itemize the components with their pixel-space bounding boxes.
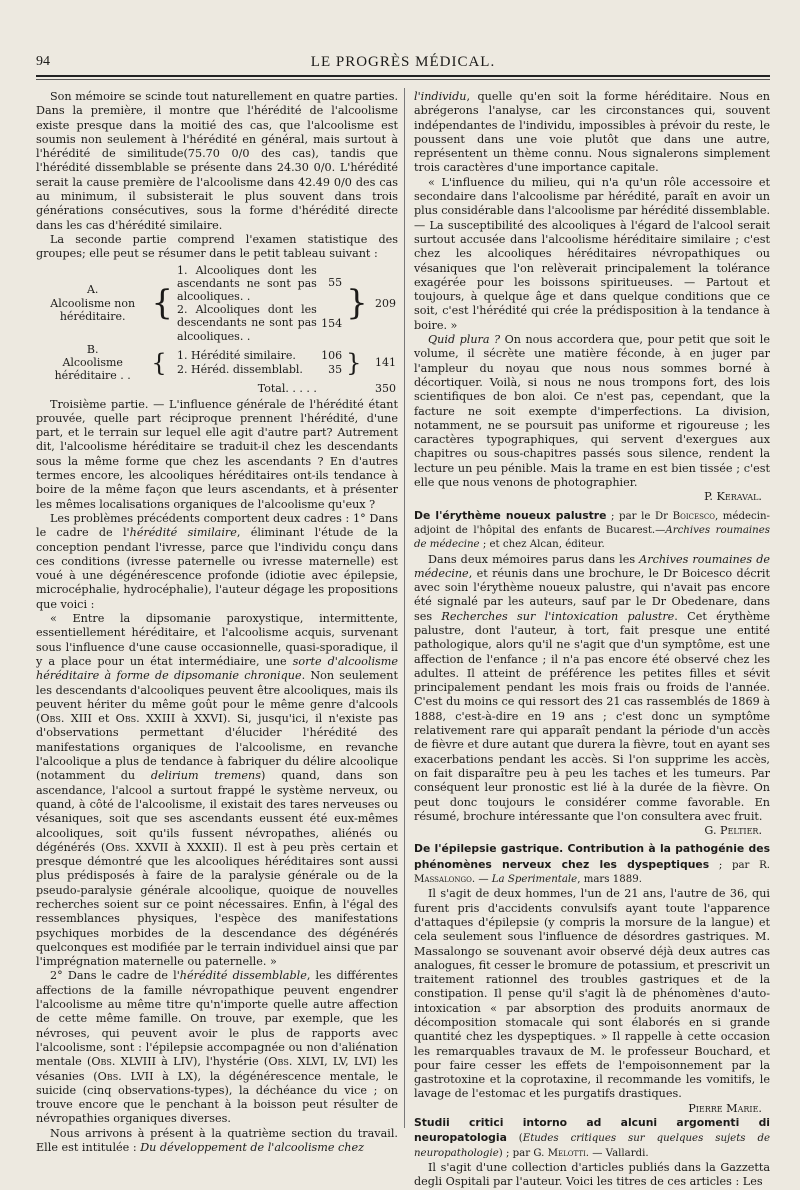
paragraph: Il s'agit d'une collection d'articles publiés dans la Gazzetta degli Ospitali par l'auteur. Voici les titres de ces articles : Les	[414, 1160, 770, 1189]
author-signature: P. Keraval.	[704, 490, 762, 504]
quotation: « L'influence du milieu, qui n'a qu'un rôle accessoire et secondaire dans l'alcoolisme par hérédité, paraît en avoir un plus considérable dans l'alcoolisme par hérédité dissemblable. — La susceptibilité des alcooliques à l'égard de l'alcool serait surtout accusée dans l'alcoolisme héréditaire similaire ; c'est chez les alcooliques héréditaires névropathiques ou vésaniques que l'on relèverait principalement la tolérance exagérée pour les boissons spiritueuses. — Partout et toujours, à quelque âge et dans quelque conditions que ce soit, c'est l'hérédité qui crée la prédisposition à la tendance à boire. »	[414, 175, 770, 332]
paragraph: Quid plura ? On nous accordera que, pour petit que soit le volume, il sécrète une matière féconde, à en juger par l'ampleur du noyau que nous nous sommes borné à décortiquer. Voilà, si nous ne nous trompons fort, des lois scientifiques de bon aloi. Ce n'est pas, cependant, que la facture ne soit exempte d'imperfections. La division, notamment, ne se poursuit pas uniforme et rigoureuse ; les caractères typographiques, qui servent d'exergues aux chapitres ou sous-chapitres passés sous silence, rendent la lecture un peu pénible. Mais la trame en est bien tissée ; c'est elle que nous venons de photographier.	[414, 333, 770, 490]
brace-icon: {	[151, 348, 167, 377]
paragraph: Dans deux mémoires parus dans les Archives roumaines de médecine, et réunis dans une brochure, le Dr Boicesco décrit avec soin l'érythème noueux palustre, qui n'avait pas encore été signalé par les auteurs, sauf par le Dr Obedenare, dans ses Recherches sur l'intoxication palustre. Cet érythème palustre, dont l'auteur, à tort, fait presque une entité pathologique, alors qu'il ne s'agit que d'un symptôme, est une affection de l'enfance ; il n'a pas encore été observé chez les adultes. Il atteint de préférence les petites filles et sévit principalement pendant les mois frais ou froids de l'année. C'est du moins ce qui ressort des 21 cas rassemblés de 1869 à 1888, c'est-à-dire en 19 ans ; c'est donc un symptôme relativement rare qui apparaît pendant la période d'un accès de fièvre et dure autant que durera la fièvre, tout en ayant ses exacerbations pendant les accès. Si l'on supprime les accès, on fait disparaître peu à peu les taches et les tumeurs. Par conséquent leur pronostic est lié à la durée de la fièvre. On peut donc toujours le considérer comme favorable. En résumé, brochure intéressante que l'on consultera avec fruit.	[414, 552, 770, 823]
group-a-items	[175, 264, 319, 343]
page-number: 94	[36, 54, 50, 69]
group-b-items	[175, 343, 319, 383]
statistics-table	[36, 264, 398, 396]
column-divider	[404, 88, 405, 1128]
paragraph: Son mémoire se scinde tout naturellement en quatre parties. Dans la première, il montre que l'hérédité de l'alcoolisme existe presque dans la moitié des cas, que l'alcoolisme est soumis non seulement à l'hérédité en général, mais surtout à l'hérédité de similitude(75.70 0/0 des cas), tandis que l'hérédité dissemblable se présente dans 24.30 0/0. L'hérédité serait la cause première de l'alcoolisme dans 42.49 0/0 des cas au minimum, il subsisterait le plus souvent dans trois générations consécutives, sous la forme d'hérédité directe dans les cas d'hérédité similaire.	[36, 90, 398, 232]
review-heading: Studii critici intorno ad alcuni argomenti di neuropatologia (Etudes critiques sur quelques sujets de neuropathologie) ; par G. Melotti. — Vallardi.	[414, 1116, 770, 1159]
group-a-total: 209	[375, 296, 396, 310]
row-label: 2. Alcooliques dont les descendants ne sont pas alcooliques. .	[177, 303, 317, 343]
brace-icon: }	[346, 348, 362, 377]
brace-icon: }	[346, 283, 368, 324]
author-signature: Pierre Marie.	[688, 1101, 762, 1115]
review-heading: De l'érythème noueux palustre ; par le Dr Boicesco, médecin-adjoint de l'hôpital des enfants de Bucarest.—Archives roumaines de médecine ; et chez Alcan, éditeur.	[414, 508, 770, 551]
header-rule-thin	[36, 79, 770, 80]
total-label: Total. . . . .	[257, 382, 317, 396]
row-label: 2. Héréd. dissemblabl.	[177, 362, 303, 376]
quotation: « Entre la dipsomanie paroxystique, intermittente, essentiellement héréditaire, et l'alcoolisme acquis, survenant sous l'influence d'une cause occasionnelle, quasi-sporadique, il y a place pour un état intermédiaire, une sorte d'alcoolisme héréditaire à forme de dipsomanie chronique. Non seulement les descendants d'alcooliques peuvent être alcooliques, mais ils peuvent hériter du même goût pour le même genre d'alcools (Obs. XIII et Obs. XXIII à XXVI). Si, jusqu'ici, il n'existe pas d'observations permettant d'élucider l'hérédité des manifestations organiques de l'alcoolisme, en revanche l'alcoolique a plus de tendance à fabriquer du délire alcoolique (notamment du delirium tremens) quand, dans son ascendance, l'alcool a surtout frappé le système nerveux, ou quand, à côté de l'alcoolisme, il existait des tares nerveuses ou vésaniques, soit que ses ascendants eussent été eux-mêmes alcooliques, soit qu'ils fussent névropathes, aliénés ou dégénérés (Obs. XXVII à XXXII). Il est à peu près certain et presque démontré que les alcooliques héréditaires sont aussi plus prédisposés à faire de la paralysie générale ou de la pseudo-paralysie générale alcoolique, quoique de nouvelles recherches soient sur ce point nécessaires. Enfin, à l'égal des ressemblances physiques, l'espèce des manifestations psychiques morbides de la descendance des dégénérés quelconques est modifiée par le terrain individuel ainsi que par l'imprégnation maternelle ou paternelle. »	[36, 612, 399, 969]
review-heading: De l'épilepsie gastrique. Contribution à la pathogénie des phénomènes nerveux chez les dyspeptiques ; par R. Massalongo. — La Sperimentale, mars 1889.	[414, 842, 771, 886]
table-row	[36, 382, 398, 395]
running-title: LE PROGRÈS MÉDICAL.	[310, 54, 496, 70]
table-row	[36, 343, 398, 383]
group-a-values: 55 154	[321, 275, 343, 331]
paragraph: Les problèmes précédents comportent deux cadres : 1° Dans le cadre de l'hérédité similaire, éliminant l'étude de la conception pendant l'ivresse, parce que l'individu conçu dans ces conditions (ivresse paternelle ou ivresse maternelle) est voué à une dégénérescence profonde (idiotie avec épilepsie, microcéphalie, hydrocéphalie), l'auteur dégage les propositions que voici :	[36, 511, 398, 611]
row-label: 1. Alcooliques dont les ascendants ne sont pas alcooliques. .	[177, 263, 317, 303]
header-rule-thick	[36, 75, 770, 77]
paragraph: Troisième partie. — L'influence générale de l'hérédité étant prouvée, quelle part réciproque prennent l'hérédité, d'une part, et le terrain sur lequel elle agit d'autre part? Autrement dit, l'alcoolisme héréditaire se traduit-il chez les descendants sous la même forme que chez les ascendants ? En d'autres termes encore, les alcooliques héréditaires ont-ils tendance à boire de la même façon que leurs ascendants, et à présenter les mêmes localisations organiques de l'alcoolisme qu'eux ?	[36, 397, 398, 511]
author-signature: G. Peltier.	[704, 824, 762, 838]
group-a-label: A. Alcoolisme non héréditaire.	[50, 283, 136, 323]
paragraph: Il s'agit de deux hommes, l'un de 21 ans, l'autre de 36, qui furent pris d'accidents convulsifs ayant toute l'apparence d'attaques d'épilepsie (y compris la morsure de la langue) et cela seulement sous l'influence de désordres gastriques. M. Massalongo se souvenant avoir observé déjà deux autres cas analogues, fit cesser le bromure de potassium, et prescrivit un traitement rationnel des troubles gastriques et de la constipation. Il pense qu'il s'agit là de phénomènes d'auto-intoxication « par absorption des produits anormaux de décomposition stomacale qui sont élaborés en si grande quantité chez les dyspeptiques. » Il rappelle à cette occasion les remarquables travaux de M. le professeur Bouchard, et pour faire cesser les effets de l'empoisonnement par la gastrotoxine et la coprotaxine, il recommande les vomitifs, le lavage de l'estomac et les purgatifs drastiques. Pierre Marie.	[414, 887, 770, 1115]
total-value: 350	[375, 382, 396, 396]
group-b-total: 141	[375, 355, 396, 369]
page-header	[36, 54, 770, 76]
left-column	[36, 90, 398, 1155]
paragraph: La seconde partie comprend l'examen statistique des groupes; elle peut se résumer dans le petit tableau suivant :	[36, 232, 398, 261]
brace-icon: {	[151, 283, 174, 324]
paragraph: l'individu, quelle qu'en soit la forme héréditaire. Nous en abrégerons l'analyse, car les circonstances qui, souvent indépendantes de l'individu, impossibles à prévoir du reste, le poussent dans une voie plutôt que dans une autre, représentent un thème connu. Nous signalerons simplement trois caractères d'une importance capitale.	[414, 90, 770, 175]
row-label: 1. Hérédité similaire.	[177, 349, 296, 363]
paragraph: 2° Dans le cadre de l'hérédité dissemblable, les différentes affections de la famille névropathique peuvent engendrer l'alcoolisme au même titre qu'n'importe quelle autre affection de cette même famille. On trouve, par exemple, que les névroses, qui peuvent avoir le plus de rapports avec l'alcoolisme, sont : l'épilepsie accompagnée ou non d'aliénation mentale (Obs. XLVIII à LIV), l'hystérie (Obs. XLVI, LV, LVI) les vésanies (Obs. LVII à LX), la dégénérescence mentale, le suicide (cinq observations-types), la déchéance du vice ; on trouve encore que le penchant à la boisson peut résulter de névropathies organiques diverses.	[36, 969, 399, 1126]
right-column	[414, 90, 770, 1190]
paragraph: Nous arrivons à présent à la quatrième section du travail. Elle est intitulée : Du développement de l'alcoolisme chez	[36, 1126, 398, 1155]
group-b-label: B. Alcoolisme héréditaire . .	[54, 342, 131, 383]
group-b-values: 106 35	[321, 349, 343, 376]
table-row	[36, 264, 398, 343]
